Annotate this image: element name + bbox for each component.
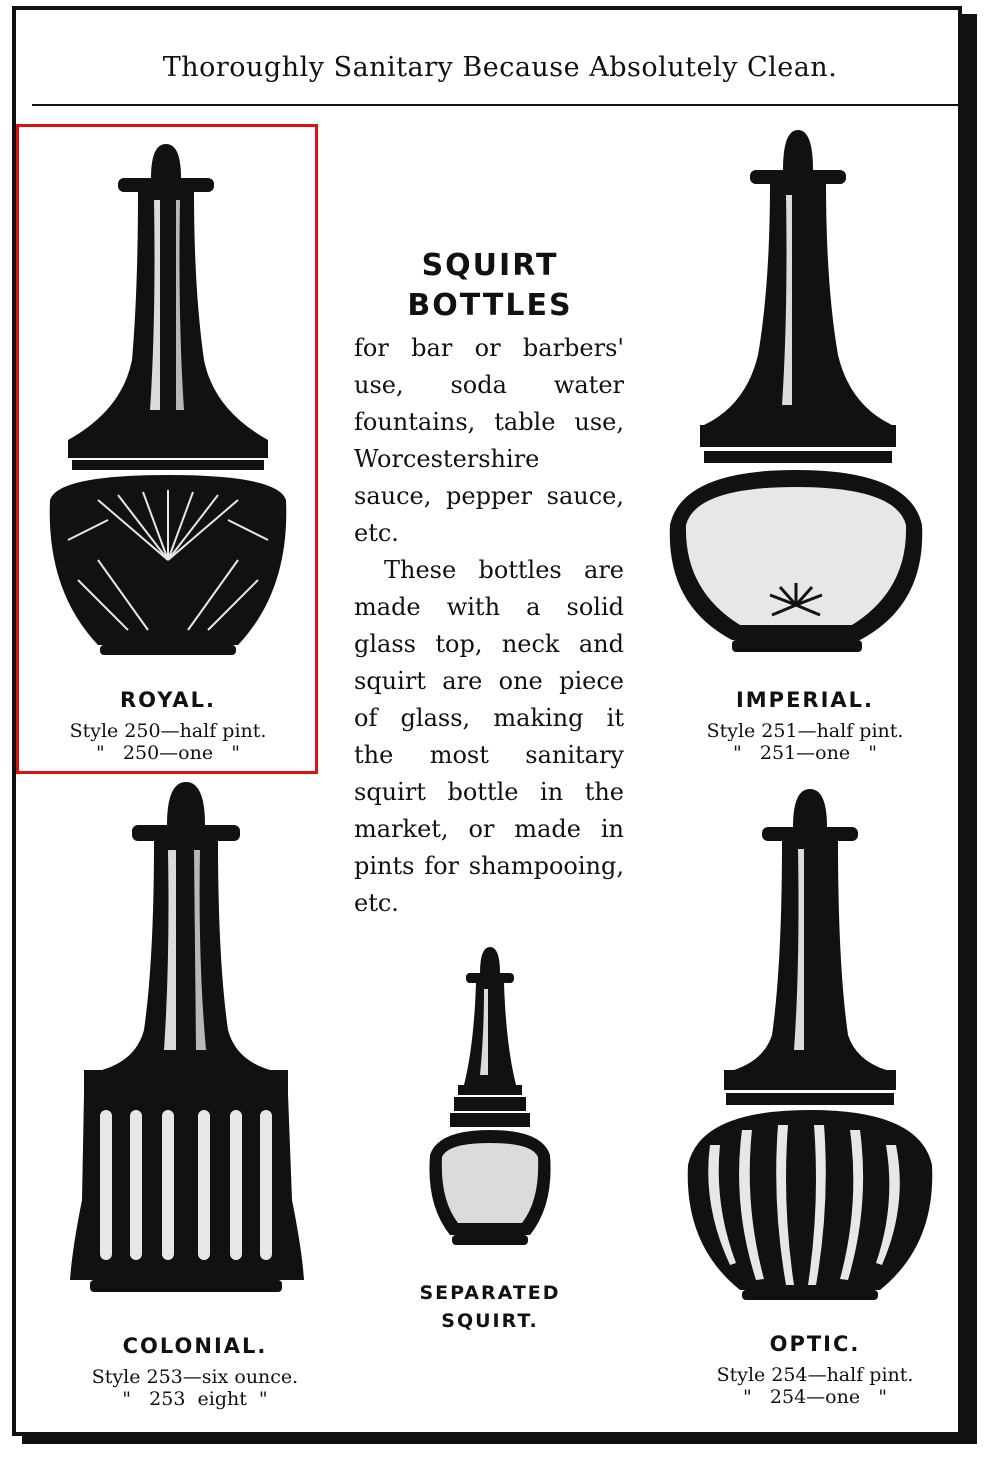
imperial-style-line1: Style 251—half pint.	[706, 720, 904, 742]
imperial-bottle-illustration	[660, 125, 930, 665]
header-rule	[32, 104, 970, 106]
separated-name-line2: SQUIRT.	[441, 1310, 539, 1332]
page-header: Thoroughly Sanitary Because Absolutely Clean.	[162, 52, 838, 83]
description-paragraph-2: These bottles are made with a solid glass top, neck and squirt are one piece of glass, making it the most sanitary squirt bottle in the market, or made in pints for shampooing, etc.	[354, 556, 624, 917]
colonial-style-line2: " 253 eight "	[122, 1388, 268, 1410]
description-paragraph-1: for bar or barbers' use, soda water fountains, table use, Worcestershire sauce, pepper sauce, etc.	[354, 334, 624, 547]
imperial-name: IMPERIAL.	[735, 688, 875, 712]
colonial-name: COLONIAL.	[122, 1334, 268, 1358]
royal-style-line2: " 250—one "	[96, 742, 240, 764]
title-line2: BOTTLES	[407, 288, 573, 323]
royal-style-line1: Style 250—half pint.	[69, 720, 267, 742]
colonial-style-line1: Style 253—six ounce.	[91, 1366, 299, 1388]
title-line1: SQUIRT	[421, 248, 559, 283]
colonial-bottle-illustration	[70, 780, 310, 1310]
imperial-style-line2: " 251—one "	[733, 742, 877, 764]
description-text	[354, 330, 624, 922]
optic-style-line2: " 254—one "	[743, 1386, 887, 1408]
optic-style-line1: Style 254—half pint.	[716, 1364, 914, 1386]
selection-highlight-box	[16, 124, 318, 774]
optic-bottle-illustration	[680, 785, 940, 1305]
separated-squirt-illustration	[420, 945, 560, 1265]
separated-name-line1: SEPARATED	[419, 1282, 561, 1304]
optic-name: OPTIC.	[769, 1332, 861, 1356]
royal-name: ROYAL.	[119, 688, 217, 712]
